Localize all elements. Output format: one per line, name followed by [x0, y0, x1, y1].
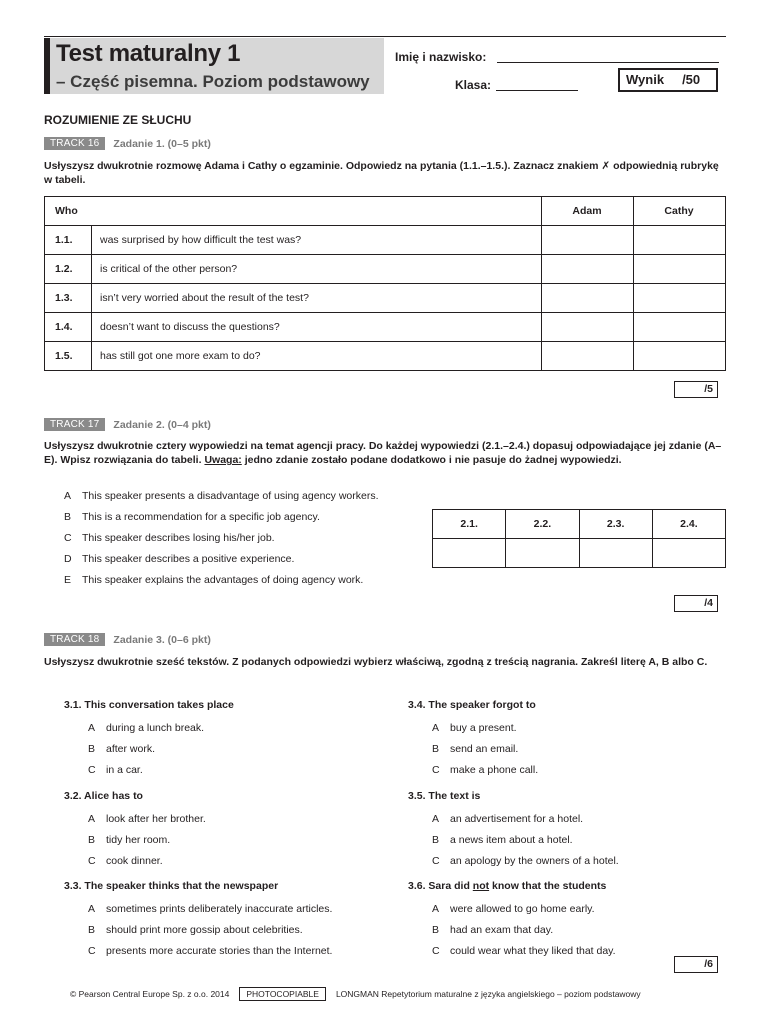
- option-text: an advertisement for a hotel.: [450, 813, 584, 825]
- cathy-answer-cell[interactable]: [634, 313, 726, 342]
- task2-score-box: /4: [674, 595, 718, 612]
- answer-header: 2.1.: [433, 510, 506, 539]
- option-text: should print more gossip about celebrities.: [106, 924, 303, 936]
- question-title: 3.3. The speaker thinks that the newspaper: [64, 880, 279, 892]
- task1-heading: [44, 137, 211, 150]
- option-text: during a lunch break.: [106, 722, 205, 734]
- option-text: This is a recommendation for a specific job agency.: [82, 511, 320, 523]
- col-adam: Adam: [542, 197, 634, 226]
- table-row: [45, 284, 726, 313]
- answer-option[interactable]: [408, 739, 728, 760]
- task1-table: [44, 196, 726, 371]
- row-question: is critical of the other person?: [92, 255, 542, 284]
- table-row: [45, 313, 726, 342]
- task2-instruction-part1: Usłyszysz dwukrotnie cztery wypowiedzi na temat agencji pracy. Do każdej wypowiedzi (2.1.–2.4.) dopasuj odpowiadające jej zdanie (A–E). Wpisz rozwiązania do tabeli.: [44, 440, 722, 466]
- option-letter: C: [88, 855, 96, 867]
- score-max: /50: [682, 72, 701, 87]
- option-letter: A: [432, 722, 440, 734]
- question-3-3: [64, 879, 404, 962]
- answer-option[interactable]: [408, 809, 728, 830]
- question-title: 3.4. The speaker forgot to: [408, 699, 536, 711]
- answer-option[interactable]: [64, 809, 404, 830]
- answer-option[interactable]: [64, 739, 404, 760]
- cathy-answer-cell[interactable]: [634, 342, 726, 371]
- option-letter: B: [88, 924, 96, 936]
- col-cathy: Cathy: [634, 197, 726, 226]
- question-title: 3.2. Alice has to: [64, 790, 143, 802]
- task2-instruction-note: Uwaga:: [204, 454, 242, 466]
- answer-option[interactable]: [408, 920, 728, 941]
- question-title-part1: 3.6. Sara did: [408, 880, 473, 892]
- answer-option[interactable]: [64, 760, 404, 781]
- option-letter: B: [88, 834, 96, 846]
- option-letter: E: [64, 574, 72, 586]
- table-header-row: [45, 197, 726, 226]
- row-question: was surprised by how difficult the test was?: [92, 226, 542, 255]
- option-text: presents more accurate stories than the Internet.: [106, 945, 333, 957]
- footer-book-title: LONGMAN Repetytorium maturalne z języka angielskiego – poziom podstawowy: [335, 989, 641, 999]
- row-number: 1.2.: [45, 255, 92, 284]
- answer-header-row: [433, 510, 726, 539]
- answer-option[interactable]: [408, 899, 728, 920]
- task2-instruction-part2: jedno zdanie zostało podane dodatkowo i nie pasuje do żadnej wypowiedzi.: [241, 454, 622, 466]
- list-item: [64, 507, 424, 528]
- option-text: This speaker describes losing his/her job.: [82, 532, 275, 544]
- option-text: send an email.: [450, 743, 519, 755]
- question-title: [408, 879, 728, 893]
- answer-option[interactable]: [64, 899, 404, 920]
- task3-label: Zadanie 3. (0–6 pkt): [113, 633, 211, 646]
- test-title: Test maturalny 1: [44, 38, 384, 70]
- question-title: 3.5. The text is: [408, 790, 481, 802]
- answer-option[interactable]: [64, 941, 404, 962]
- question-title-part2: know that the students: [489, 880, 607, 892]
- answer-cell[interactable]: [433, 539, 506, 568]
- option-text: in a car.: [106, 764, 143, 776]
- task3-score-box: /6: [674, 956, 718, 973]
- option-text: make a phone call.: [450, 764, 539, 776]
- task3-heading: [44, 633, 211, 646]
- option-text: buy a present.: [450, 722, 517, 734]
- question-title-emphasis: not: [472, 880, 490, 892]
- table-row: [45, 255, 726, 284]
- task3-track-badge: TRACK 18: [44, 633, 105, 646]
- answer-option[interactable]: [64, 830, 404, 851]
- adam-answer-cell[interactable]: [542, 226, 634, 255]
- option-text: look after her brother.: [106, 813, 206, 825]
- option-text: This speaker describes a positive experience.: [82, 553, 295, 565]
- question-3-5: [408, 789, 728, 872]
- table-row: [45, 342, 726, 371]
- adam-answer-cell[interactable]: [542, 342, 634, 371]
- question-3-1: [64, 698, 404, 781]
- option-letter: B: [88, 743, 96, 755]
- option-letter: C: [64, 532, 72, 544]
- answer-option[interactable]: [64, 718, 404, 739]
- option-text: This speaker presents a disadvantage of using agency workers.: [82, 490, 379, 502]
- option-letter: B: [432, 834, 440, 846]
- answer-cell[interactable]: [652, 539, 725, 568]
- option-text: an apology by the owners of a hotel.: [450, 855, 619, 867]
- question-3-4: [408, 698, 728, 781]
- task1-score-box: /5: [674, 381, 718, 398]
- answer-cell[interactable]: [506, 539, 579, 568]
- option-letter: C: [432, 855, 440, 867]
- list-item: [64, 528, 424, 549]
- option-letter: A: [432, 813, 440, 825]
- task1-track-badge: TRACK 16: [44, 137, 105, 150]
- test-subtitle: – Część pisemna. Poziom podstawowy: [44, 70, 384, 94]
- score-label: Wynik: [626, 72, 665, 87]
- row-number: 1.4.: [45, 313, 92, 342]
- task2-answer-table: [432, 509, 726, 568]
- task2-heading: [44, 418, 211, 431]
- option-text: a news item about a hotel.: [450, 834, 573, 846]
- row-question: doesn’t want to discuss the questions?: [92, 313, 542, 342]
- adam-answer-cell[interactable]: [542, 313, 634, 342]
- row-number: 1.5.: [45, 342, 92, 371]
- option-letter: C: [88, 764, 96, 776]
- answer-header: 2.2.: [506, 510, 579, 539]
- cathy-answer-cell[interactable]: [634, 284, 726, 313]
- answer-option[interactable]: [64, 851, 404, 872]
- class-field[interactable]: [496, 90, 578, 91]
- cathy-answer-cell[interactable]: [634, 226, 726, 255]
- photocopiable-badge: PHOTOCOPIABLE: [239, 987, 326, 1001]
- option-text: cook dinner.: [106, 855, 163, 867]
- answer-option[interactable]: [408, 760, 728, 781]
- task2-instruction: [44, 439, 724, 467]
- row-question: isn’t very worried about the result of the test?: [92, 284, 542, 313]
- option-text: tidy her room.: [106, 834, 171, 846]
- row-question: has still got one more exam to do?: [92, 342, 542, 371]
- answer-header: 2.4.: [652, 510, 725, 539]
- option-letter: C: [432, 945, 440, 957]
- answer-cell[interactable]: [579, 539, 652, 568]
- option-letter: B: [64, 511, 72, 523]
- cathy-answer-cell[interactable]: [634, 255, 726, 284]
- table-row: [45, 226, 726, 255]
- adam-answer-cell[interactable]: [542, 255, 634, 284]
- list-item: [64, 570, 424, 591]
- row-number: 1.1.: [45, 226, 92, 255]
- option-text: had an exam that day.: [450, 924, 554, 936]
- option-text: This speaker explains the advantages of doing agency work.: [82, 574, 364, 586]
- option-letter: B: [432, 743, 440, 755]
- class-label: Klasa:: [455, 78, 492, 92]
- question-3-6: [408, 879, 728, 962]
- option-text: sometimes prints deliberately inaccurate articles.: [106, 903, 333, 915]
- option-letter: A: [88, 903, 96, 915]
- option-letter: A: [64, 490, 72, 502]
- adam-answer-cell[interactable]: [542, 284, 634, 313]
- section-title: ROZUMIENIE ZE SŁUCHU: [44, 113, 192, 127]
- option-letter: C: [88, 945, 96, 957]
- col-who: Who: [45, 197, 542, 226]
- task1-instruction: Usłyszysz dwukrotnie rozmowę Adama i Cathy o egzaminie. Odpowiedz na pytania (1.1.–1.5.). Zaznacz znakiem ✗ odpowiednią rubrykę w tabeli.: [44, 160, 719, 186]
- answer-option[interactable]: [408, 718, 728, 739]
- option-letter: B: [432, 924, 440, 936]
- question-title: 3.1. This conversation takes place: [64, 699, 234, 711]
- option-letter: A: [432, 903, 440, 915]
- task2-track-badge: TRACK 17: [44, 418, 105, 431]
- option-letter: C: [432, 764, 440, 776]
- row-number: 1.3.: [45, 284, 92, 313]
- option-letter: A: [88, 813, 96, 825]
- list-item: [64, 549, 424, 570]
- name-field[interactable]: [497, 62, 719, 63]
- answer-option[interactable]: [64, 920, 404, 941]
- answer-option[interactable]: [408, 830, 728, 851]
- option-text: could wear what they liked that day.: [450, 945, 616, 957]
- task3-instruction: Usłyszysz dwukrotnie sześć tekstów. Z podanych odpowiedzi wybierz właściwą, zgodną z treścią nagrania. Zakreśl literę A, B albo C.: [44, 656, 708, 668]
- question-3-2: [64, 789, 404, 872]
- option-letter: A: [88, 722, 96, 734]
- name-label: Imię i nazwisko:: [395, 50, 487, 64]
- task2-label: Zadanie 2. (0–4 pkt): [113, 418, 211, 431]
- task2-options: [64, 486, 424, 591]
- footer-copyright: © Pearson Central Europe Sp. z o.o. 2014: [70, 989, 230, 999]
- option-letter: D: [64, 553, 72, 565]
- answer-option[interactable]: [408, 851, 728, 872]
- answer-header: 2.3.: [579, 510, 652, 539]
- header-rule: [44, 36, 726, 37]
- list-item: [64, 486, 424, 507]
- page-footer: [70, 987, 710, 1001]
- task1-label: Zadanie 1. (0–5 pkt): [113, 137, 211, 150]
- option-text: were allowed to go home early.: [450, 903, 595, 915]
- answer-input-row: [433, 539, 726, 568]
- option-text: after work.: [106, 743, 156, 755]
- total-score-box: [618, 68, 718, 92]
